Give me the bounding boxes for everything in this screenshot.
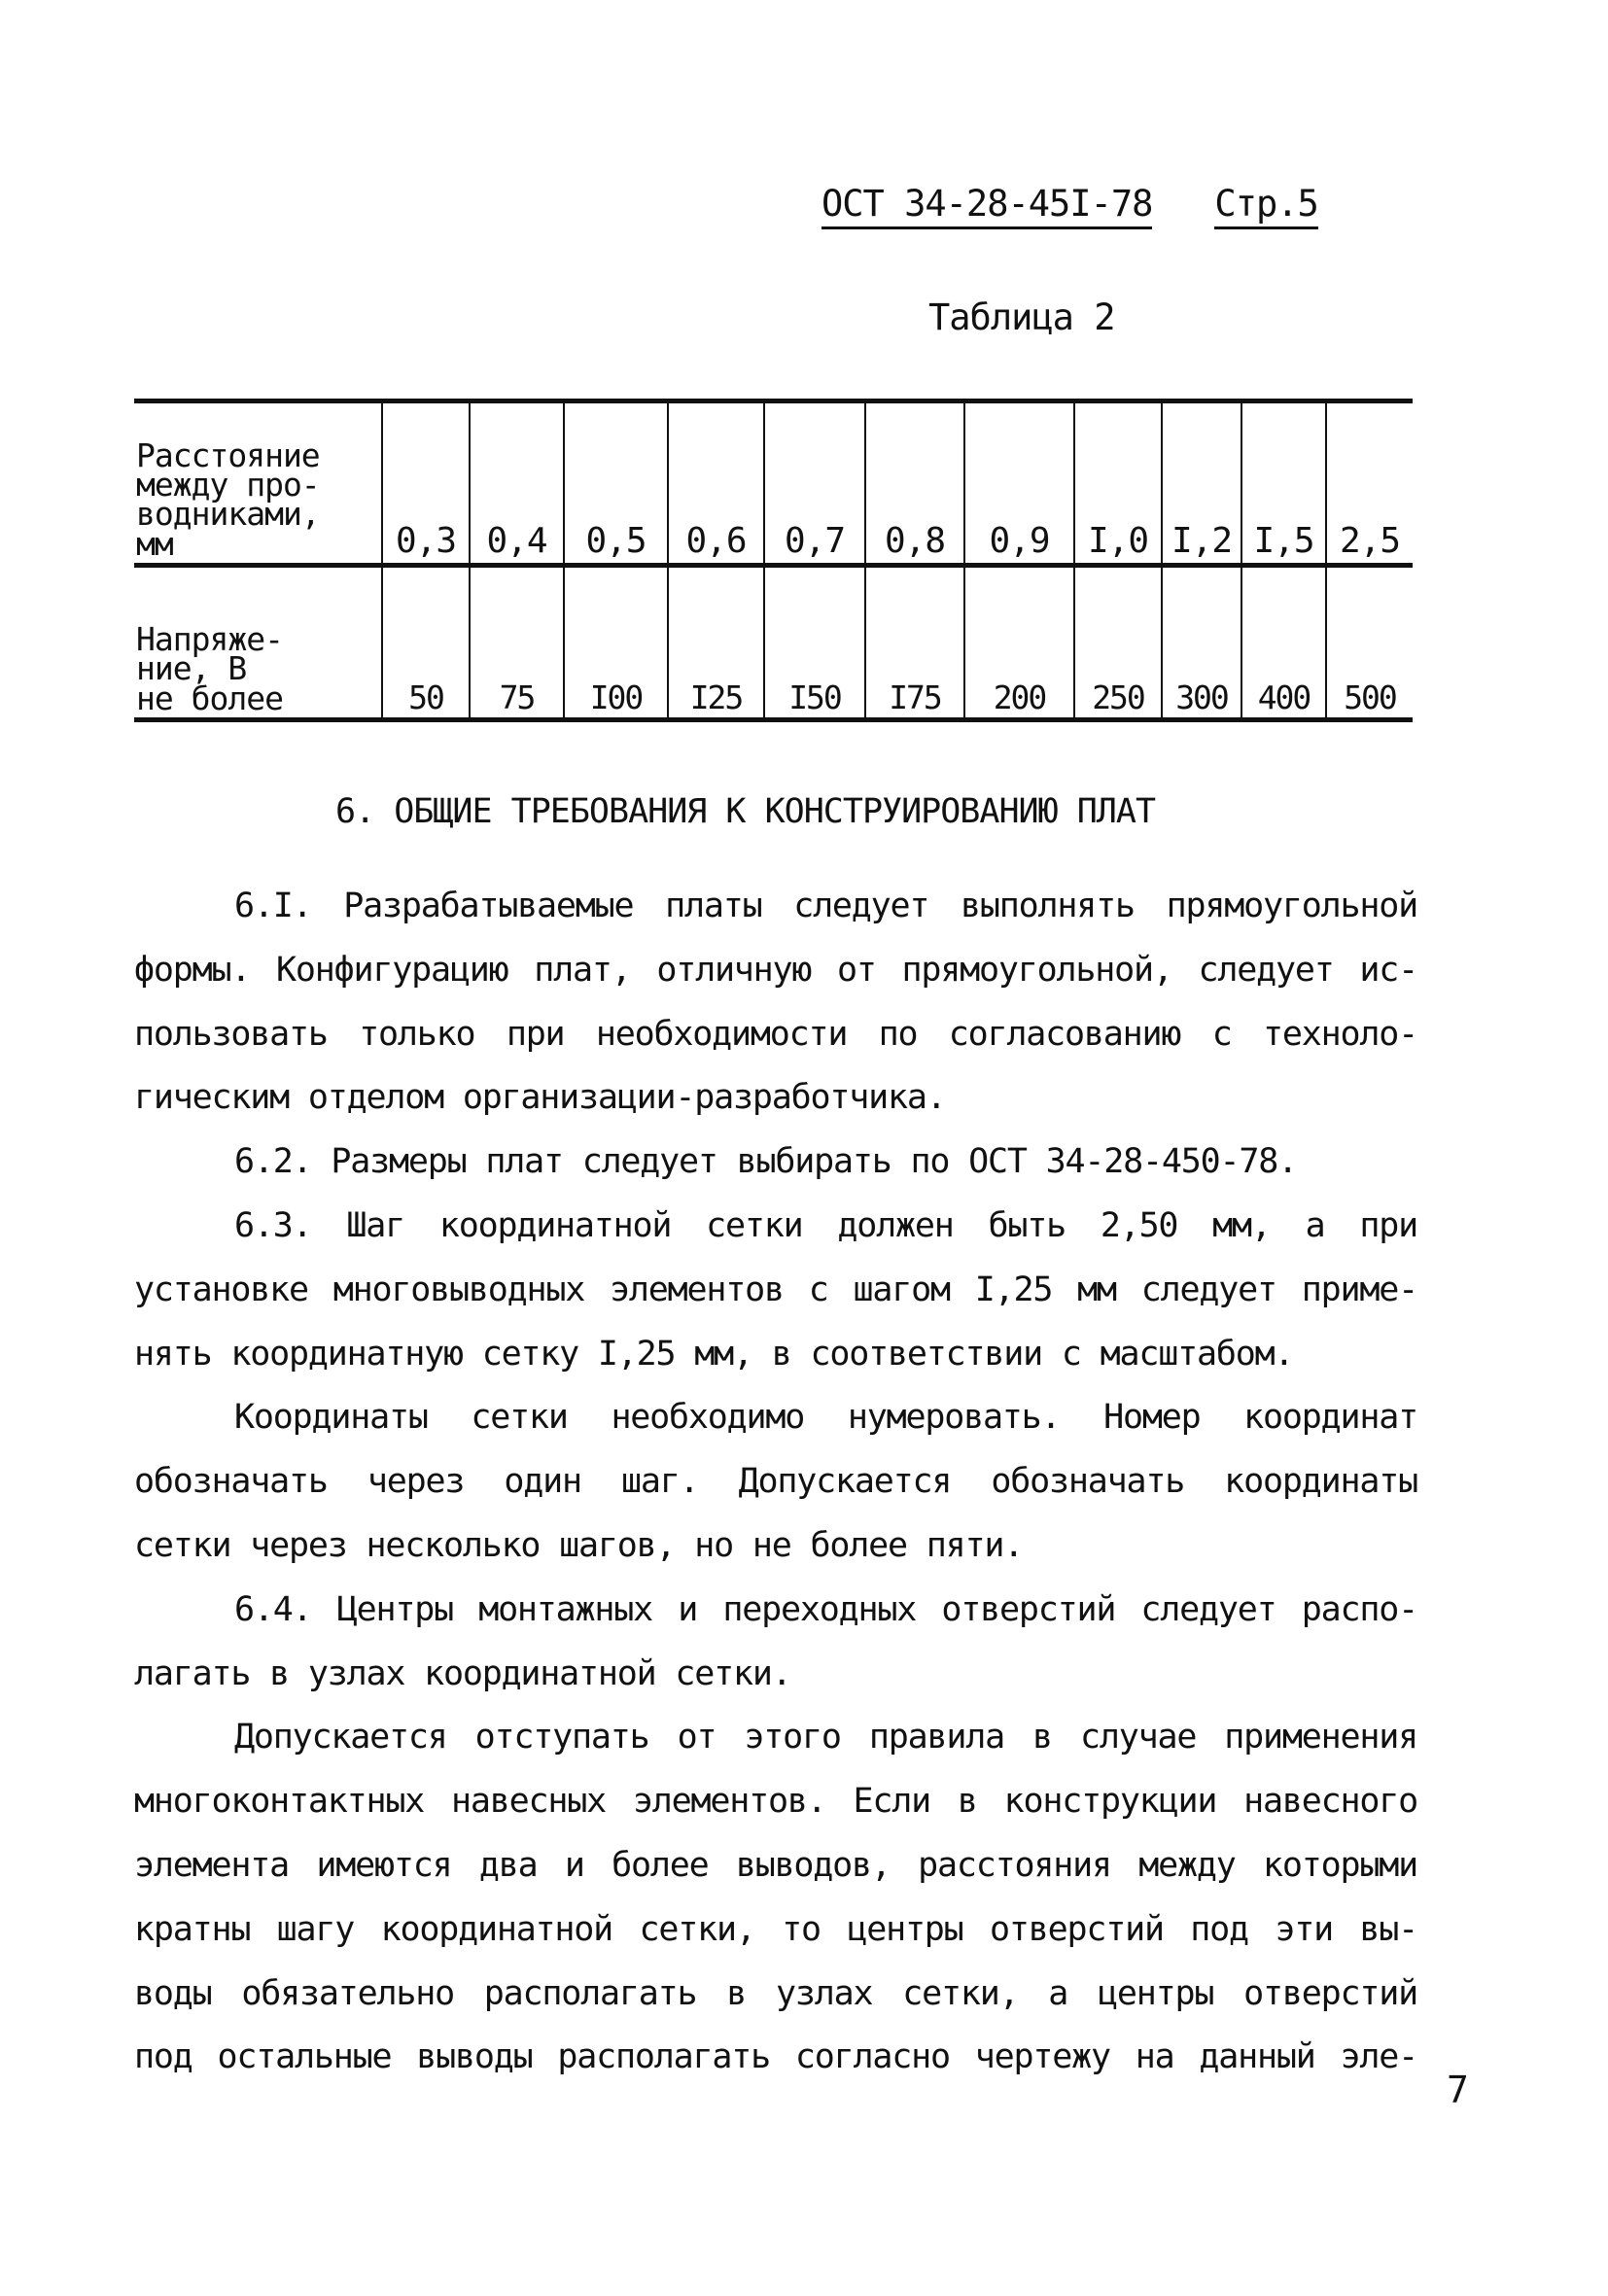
page-label: Стр.5 bbox=[1214, 183, 1317, 229]
table-cell: 0,3 bbox=[382, 403, 470, 566]
table-cell: 50 bbox=[382, 566, 470, 718]
standard-code: ОСТ 34-28-45I-78 bbox=[821, 183, 1152, 229]
table-cell: 250 bbox=[1074, 566, 1162, 718]
document-header bbox=[821, 183, 1318, 229]
row-header-line: мм bbox=[136, 524, 173, 563]
table-cell: I25 bbox=[668, 566, 764, 718]
text-line: гическим отделом организации-разработчика. bbox=[134, 1078, 946, 1118]
table-cell: I50 bbox=[764, 566, 865, 718]
text-line: Допускается отступать от этого правила в случае применения bbox=[234, 1718, 1417, 1757]
table-cell: 0,4 bbox=[470, 403, 564, 566]
table-caption: Таблица 2 bbox=[928, 296, 1115, 338]
spacing-voltage-table bbox=[134, 399, 1413, 722]
table-cell: I,5 bbox=[1241, 403, 1326, 566]
row-header-line: Расстояние bbox=[136, 435, 320, 474]
page-number: 7 bbox=[1447, 2069, 1469, 2111]
text-line: элемента имеются два и более выводов, расстояния между которыми bbox=[134, 1845, 1417, 1885]
text-line: обозначать через один шаг. Допускается обозначать координаты bbox=[134, 1462, 1417, 1502]
text-line: 6.2. Размеры плат следует выбирать по ОСТ 34-28-450-78. bbox=[234, 1142, 1297, 1182]
text-line: Координаты сетки необходимо нумеровать. Номер координат bbox=[234, 1398, 1417, 1438]
row-header-line: водниками, bbox=[136, 495, 320, 534]
table-row-voltage bbox=[134, 566, 1413, 718]
table-cell: 500 bbox=[1326, 566, 1413, 718]
row-header-line: ние, В bbox=[136, 649, 247, 688]
text-line: 6.4. Центры монтажных и переходных отверстий следует распо- bbox=[234, 1589, 1417, 1629]
text-line: установке многовыводных элементов с шагом I,25 мм следует приме- bbox=[134, 1270, 1417, 1309]
text-line: пользовать только при необходимости по согласованию с техноло- bbox=[134, 1014, 1417, 1054]
text-line: сетки через несколько шагов, но не более пяти. bbox=[134, 1525, 1024, 1565]
table-cell: I75 bbox=[865, 566, 964, 718]
text-line: воды обязательно располагать в узлах сетки, а центры отверстий bbox=[134, 1973, 1417, 2013]
table-cell: 2,5 bbox=[1326, 403, 1413, 566]
section-body bbox=[134, 875, 1417, 2090]
text-line: лагать в узлах координатной сетки. bbox=[134, 1653, 791, 1693]
table-row-spacing bbox=[134, 403, 1413, 566]
table-cell: 200 bbox=[964, 566, 1074, 718]
table-cell: 0,7 bbox=[764, 403, 865, 566]
table-cell: I00 bbox=[564, 566, 668, 718]
table-cell: 0,9 bbox=[964, 403, 1074, 566]
table-cell: 0,8 bbox=[865, 403, 964, 566]
table-cell: 0,5 bbox=[564, 403, 668, 566]
text-line: под остальные выводы располагать согласно чертежу на данный эле- bbox=[134, 2037, 1417, 2077]
table-cell: 300 bbox=[1162, 566, 1241, 718]
row-header-line: Напряже- bbox=[136, 619, 283, 658]
section-title: 6. ОБЩИЕ ТРЕБОВАНИЯ К КОНСТРУИРОВАНИЮ ПЛАТ bbox=[335, 792, 1156, 831]
table-cell: 75 bbox=[470, 566, 564, 718]
text-line: 6.I. Разрабатываемые платы следует выполнять прямоугольной bbox=[234, 887, 1417, 925]
table-cell: I,2 bbox=[1162, 403, 1241, 566]
row-header-line: не более bbox=[136, 678, 283, 717]
text-line: многоконтактных навесных элементов. Если в конструкции навесного bbox=[134, 1782, 1417, 1822]
table-cell: 400 bbox=[1241, 566, 1326, 718]
text-line: кратны шагу координатной сетки, то центры отверстий под эти вы- bbox=[134, 1909, 1417, 1949]
text-line: 6.3. Шаг координатной сетки должен быть 2,50 мм, а при bbox=[234, 1205, 1417, 1245]
text-line: формы. Конфигурацию плат, отличную от прямоугольной, следует ис- bbox=[134, 950, 1417, 990]
text-line: нять координатную сетку I,25 мм, в соответствии с масштабом. bbox=[134, 1334, 1294, 1374]
row-header-spacing bbox=[134, 403, 382, 566]
table-cell: 0,6 bbox=[668, 403, 764, 566]
table-cell: I,0 bbox=[1074, 403, 1162, 566]
row-header-voltage bbox=[134, 566, 382, 718]
row-header-line: между про- bbox=[136, 465, 320, 504]
